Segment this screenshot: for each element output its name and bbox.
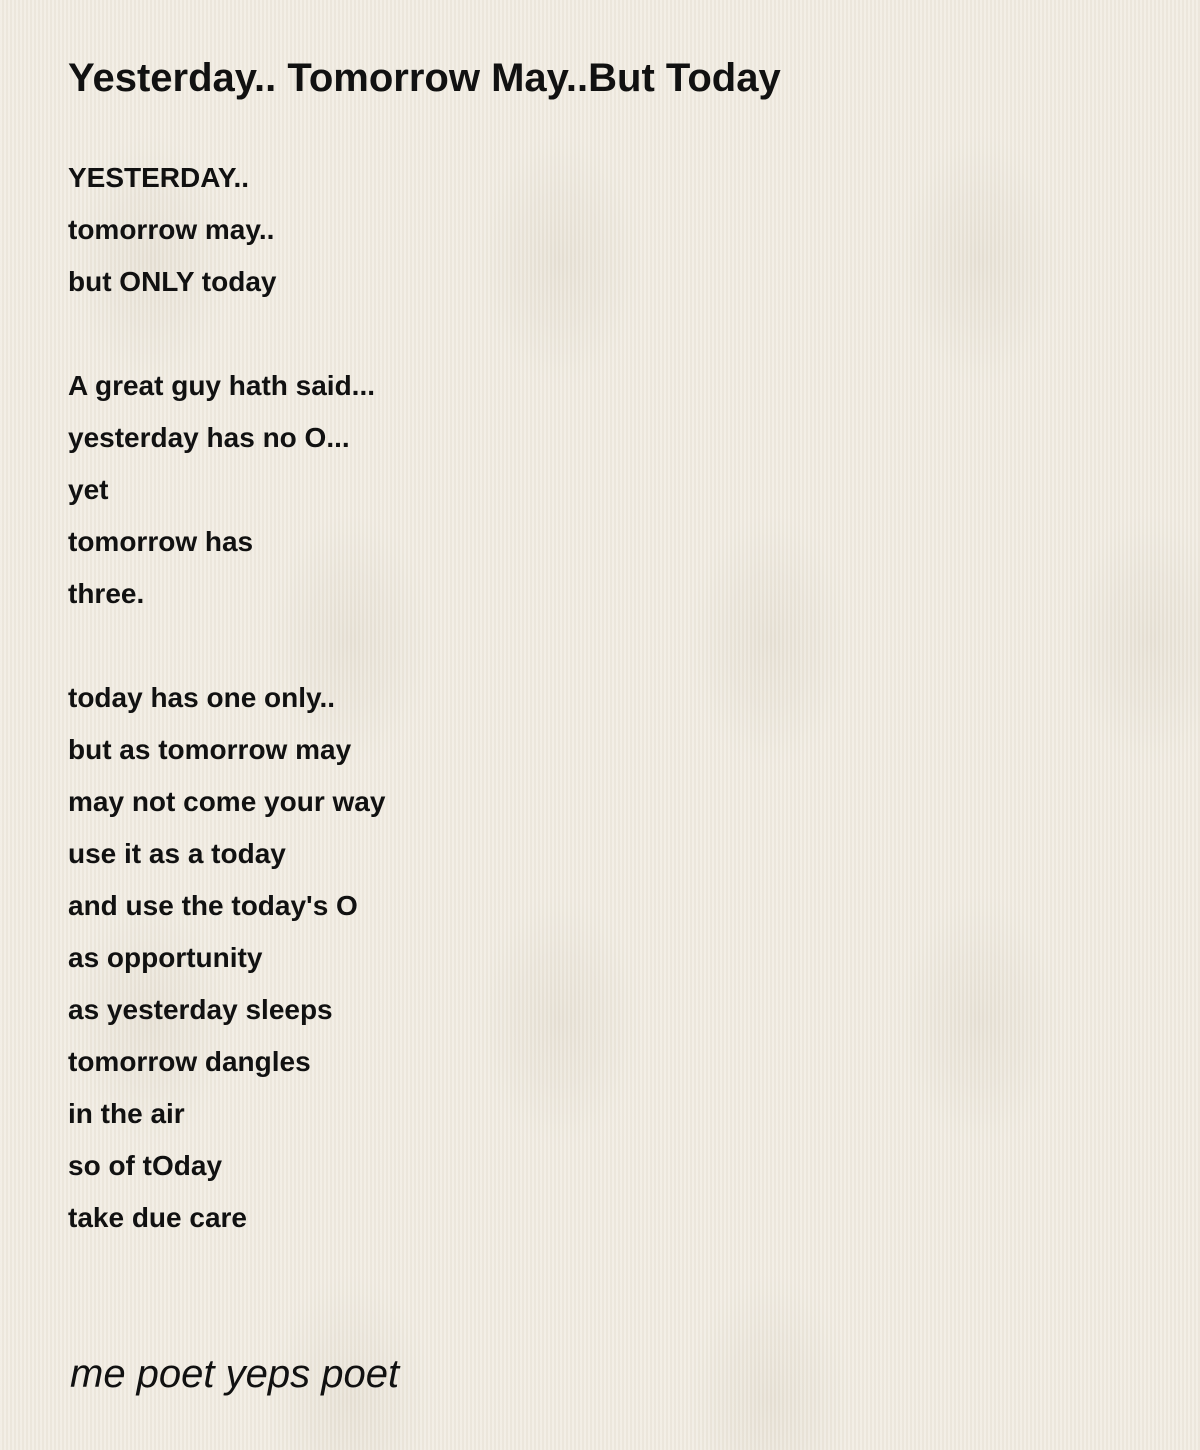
poem-line: as opportunity — [68, 942, 263, 973]
poem-line: so of tOday — [68, 1150, 223, 1181]
poem-line: tomorrow may.. — [68, 214, 275, 245]
poem-line: yesterday has no O... — [68, 422, 350, 453]
poem-line: but ONLY today — [68, 266, 277, 297]
poem-line: may not come your way — [68, 786, 386, 817]
poem-author: me poet yeps poet — [70, 1352, 400, 1396]
stanza-break — [68, 620, 385, 672]
poem-line: and use the today's O — [68, 890, 358, 921]
poem-line: tomorrow has — [68, 526, 254, 557]
poem-line: in the air — [68, 1098, 185, 1129]
poem-line: but as tomorrow may — [68, 734, 352, 765]
poem-line: three. — [68, 578, 145, 609]
poem-line: today has one only.. — [68, 682, 336, 713]
poem-title: Yesterday.. Tomorrow May..But Today — [68, 56, 781, 100]
poem-line: A great guy hath said... — [68, 370, 376, 401]
poem-line: tomorrow dangles — [68, 1046, 311, 1077]
poem-line: use it as a today — [68, 838, 286, 869]
poem-line: yet — [68, 474, 109, 505]
poem-line: take due care — [68, 1202, 247, 1233]
poem-line: as yesterday sleeps — [68, 994, 333, 1025]
poem-body — [68, 152, 385, 1244]
stanza-break — [68, 308, 385, 360]
poem-line: YESTERDAY.. — [68, 162, 250, 193]
